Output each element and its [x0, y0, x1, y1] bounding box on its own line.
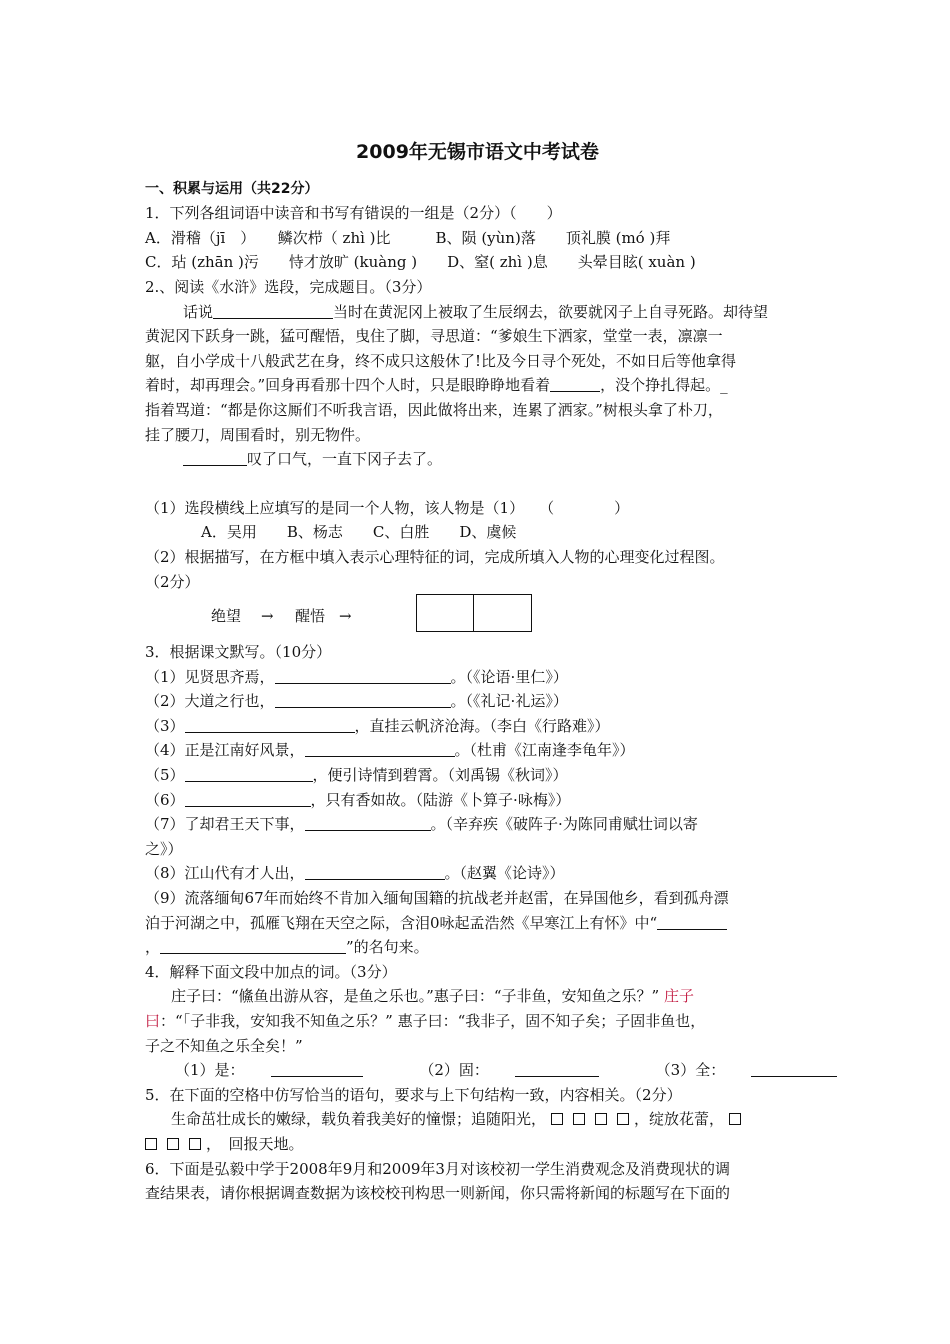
arrow-icon: →: [339, 607, 352, 626]
item-text: 。（《礼记·礼运》）: [450, 692, 568, 711]
item-text: 。（杜甫《江南逢李龟年》）: [454, 741, 635, 760]
answer-square[interactable]: [189, 1138, 201, 1150]
answer-square[interactable]: [729, 1113, 741, 1125]
spacer: [145, 472, 810, 496]
q4-passage-line: [145, 984, 810, 1009]
q6-line: 查结果表，请你根据调查数据为该校校刊构思一则新闻，你只需将新闻的标题写在下面的: [145, 1184, 731, 1203]
blank-line: [185, 790, 311, 807]
q3-item: [145, 861, 810, 886]
q3-item: [145, 911, 810, 936]
q2-sub2: （2）根据描写，在方框中填入表示心理特征的词，完成所填入人物的心理变化过程图。: [145, 547, 725, 566]
blank-line: [213, 302, 333, 319]
item-text: （1）见贤思齐焉，: [145, 667, 275, 686]
section-heading: 一、积累与运用（共22分）: [145, 180, 319, 197]
item-text: ，只有香如故。（陆游《卜算子·咏梅》）: [310, 790, 571, 809]
blank-line: [271, 1060, 363, 1077]
item-text: ，: [145, 938, 161, 957]
answer-label: （2）固：: [419, 1061, 489, 1080]
answer-1: [175, 1061, 389, 1079]
blank-line: [275, 691, 451, 708]
q4-passage-line: [145, 1009, 810, 1034]
q2-passage-line: 指着骂道：“都是你这厮们不听我言语，因此做将出来，连累了洒家。”树根头拿了朴刀，: [145, 400, 723, 419]
q2-passage-line: 躯，自小学成十八般武艺在身，终不成只这般休了!比及今日寻个死处，不如日后等他拿得: [145, 351, 737, 370]
item-text: （8）江山代有才人出，: [145, 864, 305, 883]
psychology-diagram: [145, 594, 810, 640]
q3-item: [145, 714, 810, 739]
q4-stem: 4．解释下面文段中加点的词。（3分）: [145, 962, 397, 981]
answer-square[interactable]: [617, 1113, 629, 1125]
blank-line: [751, 1060, 837, 1077]
blank-line: [305, 814, 431, 831]
q3-item: [145, 689, 810, 714]
passage-text: ：“「子非我，安知我不知鱼之乐？” 惠子曰：“我非子，固不知子矣；子固非鱼也，: [160, 1012, 706, 1030]
answer-3: [656, 1061, 864, 1079]
q2-sub2-score: （2分）: [145, 572, 200, 591]
blank-line: [657, 913, 727, 930]
q5-line: [145, 1132, 810, 1157]
blank-line: [160, 937, 346, 954]
highlighted-text: 曰: [145, 1012, 161, 1030]
q5-text: ， 回报天地。: [206, 1134, 304, 1153]
arrow-icon: →: [261, 607, 274, 626]
blank-line: [515, 1060, 599, 1077]
q2-passage-line: [145, 447, 810, 472]
answer-box[interactable]: [416, 594, 532, 632]
q4-passage-line: 子之不知鱼之乐全矣！”: [145, 1036, 303, 1055]
item-text: 。（赵翼《论诗》）: [444, 864, 565, 883]
blank-line: [305, 863, 445, 880]
q3-item: [145, 738, 810, 763]
q1-options-ab: A．滑稽（jī ） 鳞次栉（ zhì )比 B、陨 (yùn)落 顶礼膜 (mó )拜: [145, 228, 671, 247]
answer-square[interactable]: [145, 1138, 157, 1150]
blank-line: [185, 716, 355, 733]
passage-text: 着时，却再理会。”回身再看那十四个人时，只是眼睁睁地看着: [145, 376, 551, 395]
q4-answers: [145, 1058, 810, 1083]
answer-square[interactable]: [573, 1113, 585, 1125]
q3-item: [145, 788, 810, 813]
q2-passage-line: [145, 300, 810, 325]
page-title: 2009年无锡市语文中考试卷: [356, 141, 599, 163]
q2-passage-line: [145, 373, 810, 398]
item-text: （5）: [145, 766, 185, 785]
blank-line: [183, 449, 247, 466]
diagram-label-despair: 绝望: [211, 607, 242, 626]
q3-item: （9）流落缅甸67年而始终不肯加入缅甸国籍的抗战老并赵雷，在异国他乡，看到孤舟漂: [145, 889, 729, 908]
exam-content: [145, 140, 810, 1206]
answer-label: （3）全：: [655, 1061, 726, 1080]
q3-item: [145, 763, 810, 788]
q3-item: [145, 935, 810, 960]
passage-text: 庄子曰：“鯈鱼出游从容，是鱼之乐也。”惠子曰：“子非鱼，安知鱼之乐？”: [171, 987, 660, 1006]
item-text: ，直挂云帆济沧海。（李白《行路难》）: [354, 716, 610, 735]
q5-line: [145, 1107, 810, 1132]
passage-text: 话说: [183, 302, 214, 321]
q5-stem: 5．在下面的空格中仿写恰当的语句，要求与上下句结构一致，内容相关。（2分）: [145, 1085, 682, 1104]
q2-stem: 2.、阅读《水浒》选段，完成题目。（3分）: [145, 277, 432, 296]
q3-item: 之》）: [145, 839, 183, 858]
answer-square[interactable]: [167, 1138, 179, 1150]
item-text: ，便引诗情到碧霄。（刘禹锡《秋词》）: [312, 766, 568, 785]
q2-passage-line: 黄泥冈下跃身一跳，猛可醒悟，曳住了脚，寻思道：“爹娘生下洒家，堂堂一表，凛凛一: [145, 327, 723, 346]
q5-text: ，绽放花蕾，: [634, 1110, 725, 1129]
q2-passage-line: 挂了腰刀，周围看时，别无物件。: [145, 425, 371, 444]
item-text: ”的名句来。: [346, 938, 429, 957]
q1-stem: 1．下列各组词语中读音和书写有错误的一组是（2分）（ ）: [145, 204, 562, 223]
blank-line: [275, 667, 451, 684]
item-text: （6）: [145, 790, 185, 809]
item-text: （3）: [145, 716, 185, 735]
item-text: （7）了却君王天下事，: [145, 815, 305, 834]
q6-line: 6．下面是弘毅中学于2008年9月和2009年3月对该校初一学生消费观念及消费现状的调: [145, 1159, 730, 1178]
q2-sub1: （1）选段横线上应填写的是同一个人物，该人物是（1） （ ）: [145, 498, 630, 517]
q2-sub1-options: A．吴用 B、杨志 C、白胜 D、虞候: [201, 523, 517, 542]
q1-options-cd: C．玷 (zhān )污 恃才放旷 (kuàng ) D、窒( zhì )息 头晕目眩( xuàn ): [145, 253, 696, 272]
blank-line: [550, 375, 600, 392]
passage-text: 当时在黄泥冈上被取了生辰纲去，欲要就冈子上自寻死路。却待望: [333, 302, 769, 321]
q3-stem: 3．根据课文默写。（10分）: [145, 643, 332, 662]
answer-label: （1）是：: [175, 1061, 245, 1080]
q3-item: [145, 665, 810, 690]
answer-square[interactable]: [551, 1113, 563, 1125]
item-text: 。（《论语·里仁》）: [450, 667, 568, 686]
item-text: 泊于河湖之中，孤雁飞翔在天空之际，含泪0咏起孟浩然《早寒江上有怀》中“: [145, 913, 658, 932]
passage-text: 叹了口气，一直下冈子去了。: [247, 450, 443, 469]
answer-2: [419, 1061, 625, 1079]
passage-text: ，没个挣扎得起。_: [600, 376, 728, 395]
q3-item: [145, 812, 810, 837]
answer-square[interactable]: [595, 1113, 607, 1125]
highlighted-text: 庄子: [663, 987, 694, 1006]
q5-text: 生命茁壮成长的嫩绿，载负着我美好的憧憬；追随阳光，: [171, 1110, 547, 1129]
diagram-label-awaken: 醒悟: [295, 607, 326, 626]
item-text: （2）大道之行也，: [145, 692, 275, 711]
item-text: 。（辛弃疾《破阵子·为陈同甫赋壮词以寄: [430, 815, 698, 834]
blank-line: [305, 740, 455, 757]
item-text: （4）正是江南好风景，: [145, 741, 305, 760]
blank-line: [185, 765, 313, 782]
box-divider: [473, 595, 474, 631]
